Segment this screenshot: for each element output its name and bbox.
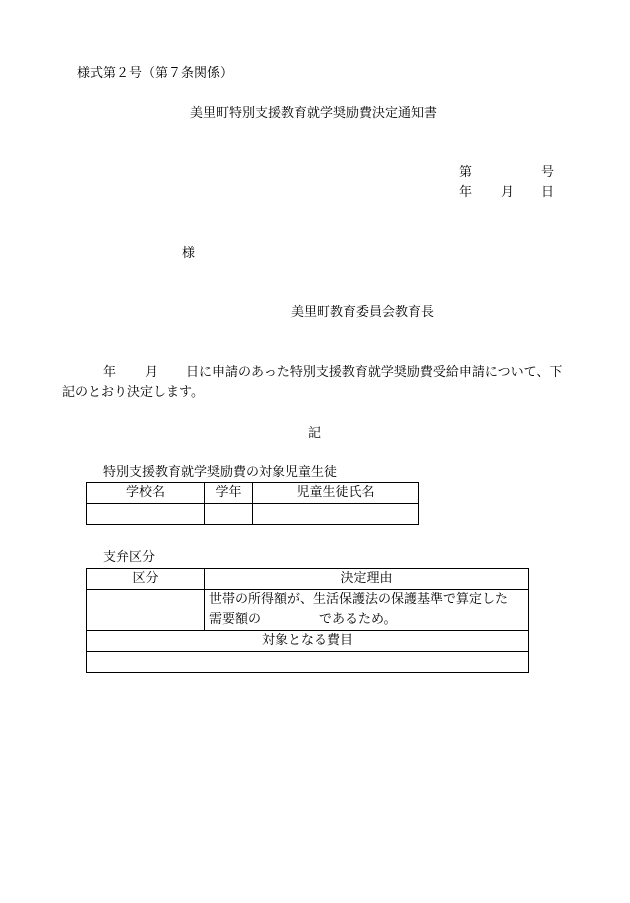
- ref-no-suffix: 号: [541, 165, 555, 180]
- table-row: [87, 504, 419, 525]
- cell-category: [87, 590, 205, 631]
- body-line1-text: 日に申請のあった特別支援教育就学奨励費受給申請について、下: [186, 365, 563, 380]
- addressee-honorific: 様: [182, 246, 196, 261]
- header-school-name: 学校名: [87, 483, 205, 504]
- payment-table-header-row: [87, 569, 529, 590]
- date-month-label: 月: [501, 185, 515, 200]
- cell-grade: [205, 504, 253, 525]
- expenses-header: 対象となる費目: [87, 631, 529, 652]
- section1-title: 特別支援教育就学奨励費の対象児童生徒: [103, 465, 338, 480]
- table-row: [87, 590, 529, 631]
- date-day-label: 日: [541, 185, 555, 200]
- cell-student-name: [253, 504, 419, 525]
- ref-no-prefix: 第: [459, 165, 473, 180]
- ki-heading: 記: [308, 426, 322, 441]
- body-month-label: 月: [145, 365, 159, 380]
- students-table-header-row: [87, 483, 419, 504]
- cell-school-name: [87, 504, 205, 525]
- body-line2: 記のとおり決定します。: [62, 385, 204, 400]
- reason-line2-b: であるため。: [319, 612, 397, 627]
- date-year-label: 年: [459, 185, 473, 200]
- students-table: [86, 482, 419, 525]
- header-grade: 学年: [205, 483, 253, 504]
- issuer: 美里町教育委員会教育長: [291, 305, 435, 320]
- reason-line2: [209, 610, 524, 630]
- form-number: 様式第２号（第７条関係）: [77, 66, 234, 81]
- body-year-label: 年: [103, 365, 117, 380]
- header-reason: 決定理由: [205, 569, 529, 590]
- section2-title: 支弁区分: [103, 550, 156, 565]
- document-title: 美里町特別支援教育就学奨励費決定通知書: [190, 106, 438, 121]
- cell-reason: [205, 590, 529, 631]
- reason-line1: 世帯の所得額が、生活保護法の保護基準で算定した: [209, 592, 509, 607]
- expenses-header-row: [87, 631, 529, 652]
- expenses-value: [87, 652, 529, 673]
- header-category: 区分: [87, 569, 205, 590]
- reason-line2-a: 需要額の: [209, 612, 262, 627]
- payment-table: [86, 568, 529, 673]
- header-student-name: 児童生徒氏名: [253, 483, 419, 504]
- table-row: [87, 652, 529, 673]
